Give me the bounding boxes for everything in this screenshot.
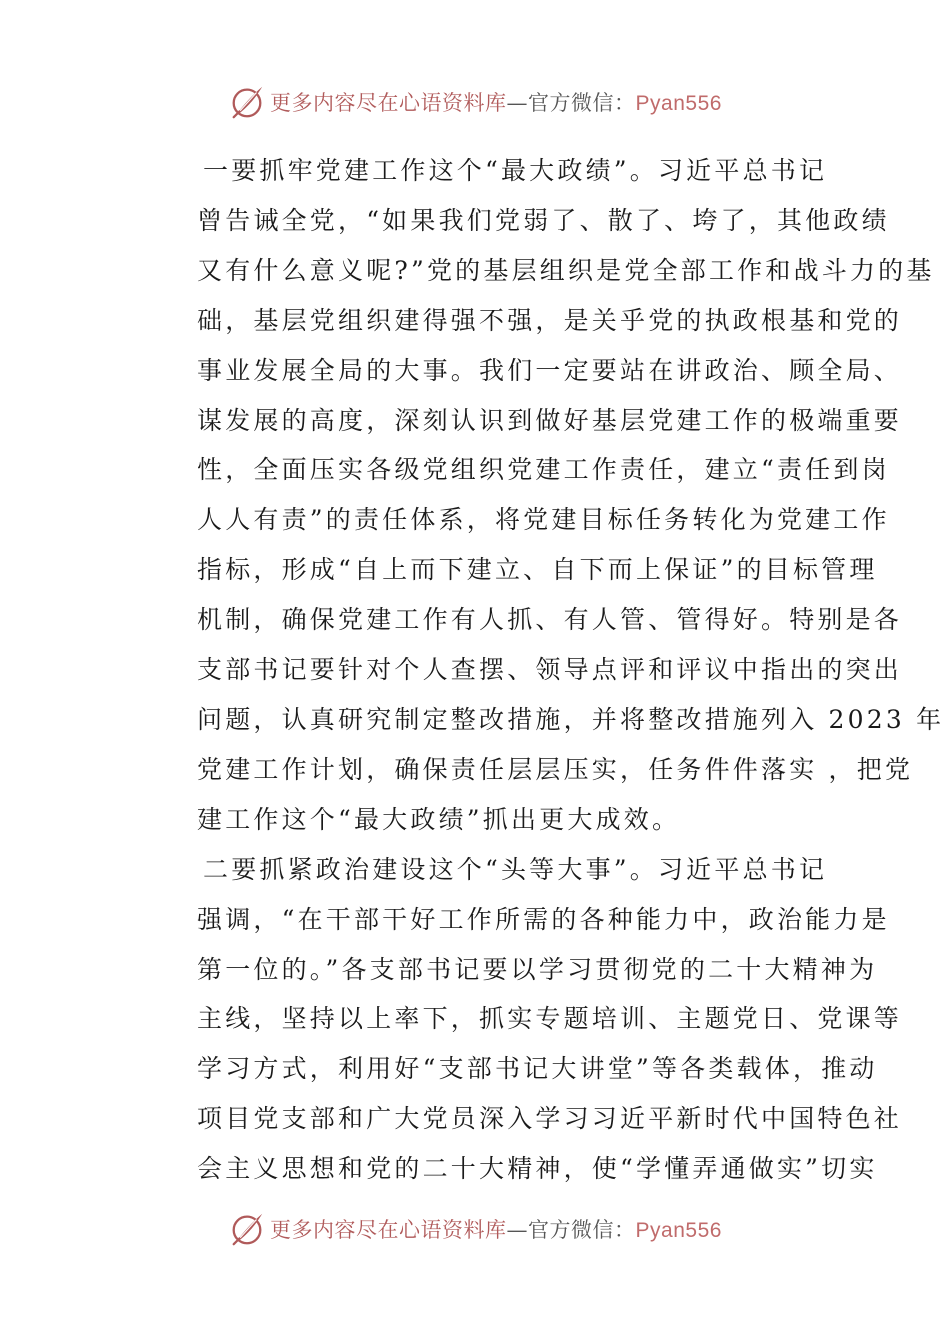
header-banner-handle: Pyan556 bbox=[635, 92, 722, 115]
footer-banner-handle: Pyan556 bbox=[635, 1219, 722, 1242]
header-banner-wechat: 官方微信： bbox=[528, 91, 636, 115]
header-banner-text bbox=[270, 87, 722, 117]
header-banner-sep: — bbox=[506, 91, 529, 115]
header-banner bbox=[0, 80, 950, 124]
paragraph-line: 机制，确保党建工作有人抓、有人管、管得好。特别是各 bbox=[197, 605, 903, 635]
paragraph-line: 一要抓牢党建工作这个“最大政绩”。习近平总书记 bbox=[203, 156, 828, 185]
paragraph-line: 党建工作计划，确保责任层层压实，任务件件落实 ，把党 bbox=[197, 754, 914, 784]
paragraph-line: 建工作这个“最大政绩”抓出更大成效。 bbox=[197, 804, 681, 834]
footer-banner-wechat: 官方微信： bbox=[528, 1218, 636, 1242]
paragraph-line: 谋发展的高度，深刻认识到做好基层党建工作的极端重要 bbox=[197, 405, 903, 435]
paragraph-line: 会主义思想和党的二十大精神，使“学懂弄通做实”切实 bbox=[197, 1154, 878, 1184]
feather-pen-logo-icon bbox=[228, 83, 266, 121]
paragraph-line: 事业发展全局的大事。我们一定要站在讲政治、顾全局、 bbox=[197, 355, 903, 385]
paragraph-line: 人人有责”的责任体系，将党建目标任务转化为党建工作 bbox=[197, 505, 890, 535]
paragraph-line: 第一位的。”各支部书记要以学习贯彻党的二十大精神为 bbox=[197, 954, 878, 984]
footer-banner-text bbox=[270, 1214, 722, 1244]
header-banner-main: 更多内容尽在心语资料库 bbox=[270, 91, 507, 115]
footer-banner-sep: — bbox=[506, 1218, 529, 1242]
footer-banner bbox=[0, 1207, 950, 1251]
paragraph-line: 性，全面压实各级党组织党建工作责任，建立“责任到岗 bbox=[197, 455, 890, 485]
paragraph-2 bbox=[147, 845, 903, 1194]
paragraph-line: 学习方式，利用好“支部书记大讲堂”等各类载体，推动 bbox=[197, 1054, 878, 1084]
paragraph-line: 曾告诫全党，“如果我们党弱了、散了、垮了，其他政绩 bbox=[197, 205, 890, 235]
paragraph-line: 二要抓紧政治建设这个“头等大事”。习近平总书记 bbox=[203, 854, 828, 884]
paragraph-line: 主线，坚持以上率下，抓实专题培训、主题党日、党课等 bbox=[197, 1004, 903, 1034]
paragraph-line: 础，基层党组织建得强不强，是关乎党的执政根基和党的 bbox=[197, 305, 903, 335]
paragraph-line: 又有什么意义呢?”党的基层组织是党全部工作和战斗力的基 bbox=[197, 255, 935, 285]
paragraph-line: 项目党支部和广大党员深入学习习近平新时代中国特色社 bbox=[197, 1104, 903, 1134]
paragraph-line: 问题，认真研究制定整改措施，并将整改措施列入 2023 年 bbox=[197, 704, 945, 734]
feather-pen-logo-icon bbox=[228, 1210, 266, 1248]
footer-banner-main: 更多内容尽在心语资料库 bbox=[270, 1218, 507, 1242]
paragraph-1 bbox=[147, 146, 945, 845]
paragraph-line: 指标，形成“自上而下建立、自下而上保证”的目标管理 bbox=[197, 555, 878, 585]
paragraph-line: 支部书记要针对个人查摆、领导点评和评议中指出的突出 bbox=[197, 655, 903, 685]
paragraph-line: 强调，“在干部干好工作所需的各种能力中，政治能力是 bbox=[197, 904, 890, 934]
document-body bbox=[147, 146, 945, 1194]
